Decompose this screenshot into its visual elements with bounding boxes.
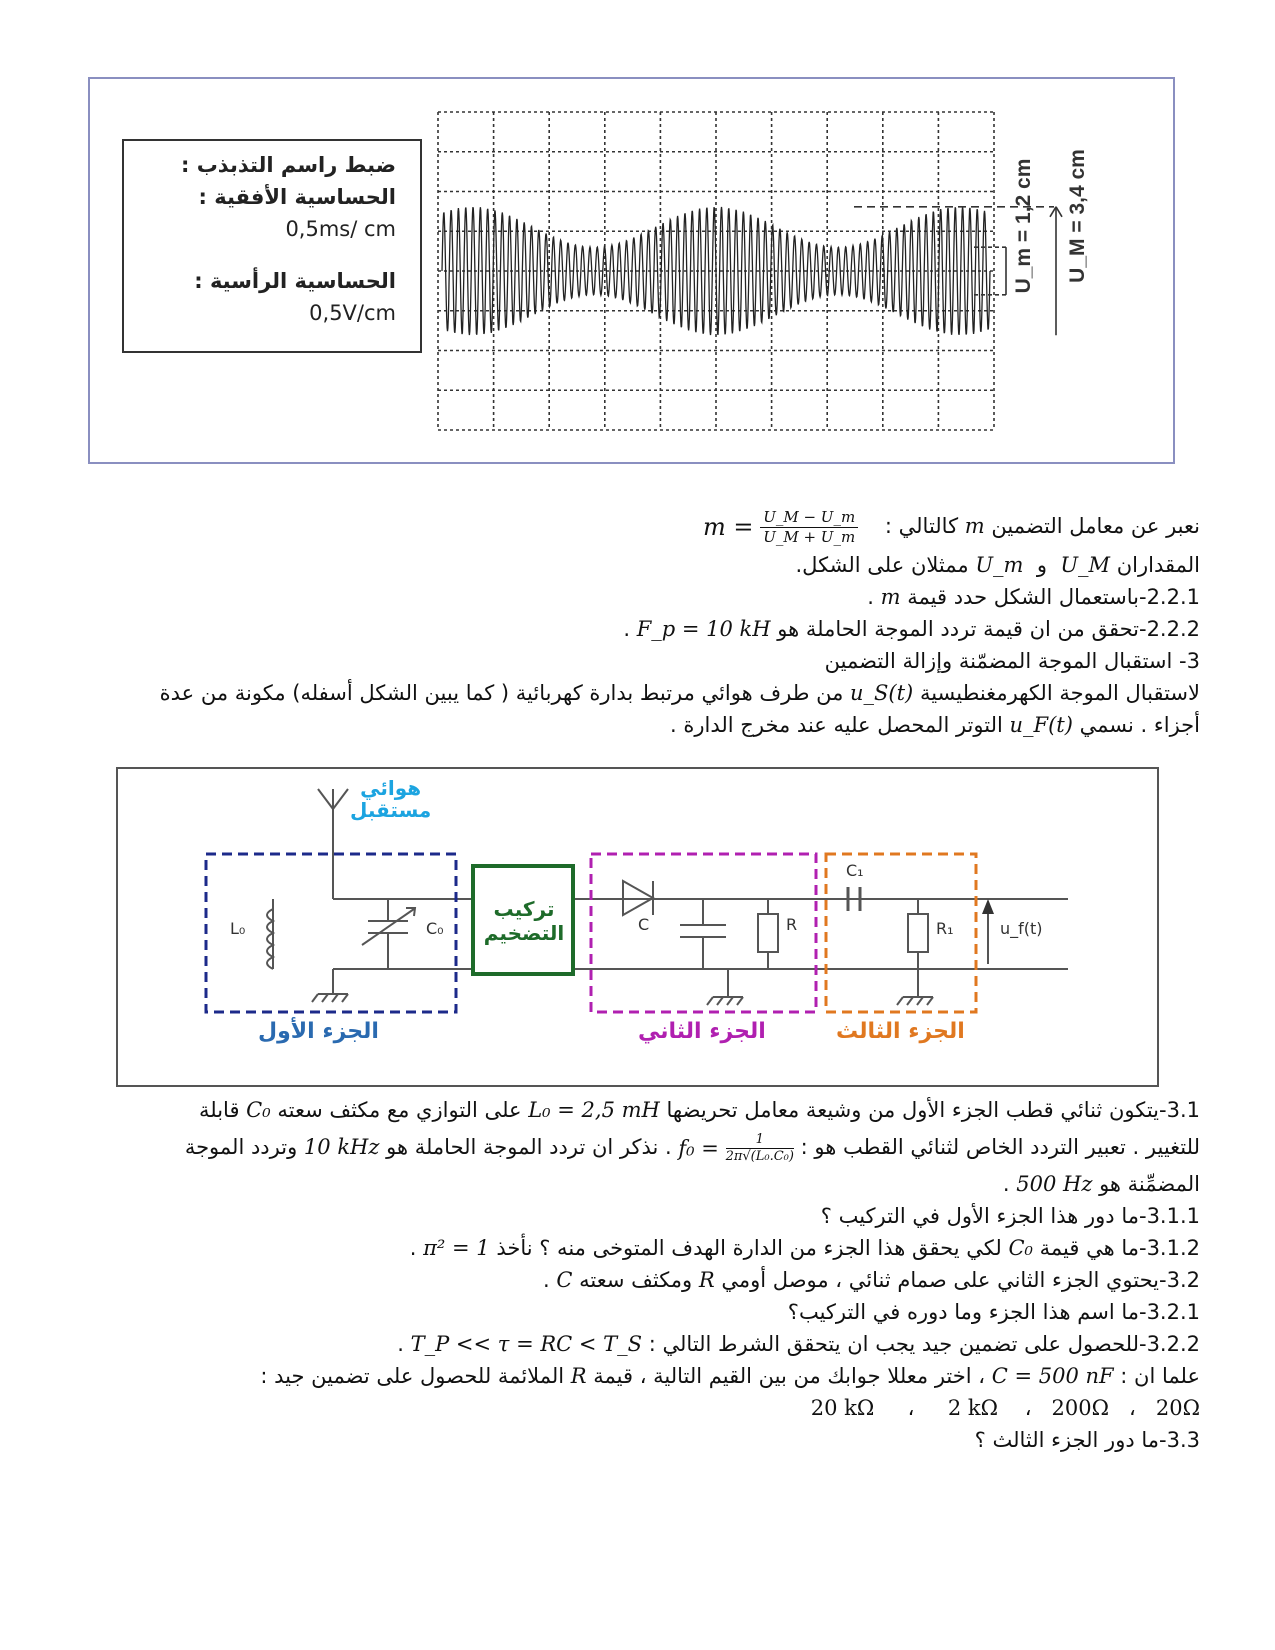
question-3-2: 3.2-يحتوي الجزء الثاني على صمام ثنائي ، موصل أومي R ومكثف سعته C . <box>543 1268 1200 1292</box>
text-span: ممثلان على الشكل. <box>795 553 969 577</box>
text-span: على التوازي مع مكثف سعته <box>277 1098 522 1122</box>
question-3-2-2: 3.2.2-للحصول على تضمين جيد يجب ان يتحقق الشرط التالي : T_P << τ = RC < T_S . <box>80 1328 1200 1360</box>
text-span: ، اختر معللا جوابك من بين القيم التالية ، قيمة <box>593 1364 986 1388</box>
choice-2kohm: 2 kΩ <box>947 1396 998 1420</box>
amplifier-label-1: تركيب <box>493 897 555 921</box>
UM-arrowhead <box>1056 207 1062 217</box>
text-span: 3.1-يتكون ثنائي قطب الجزء الأول من وشيعة معامل تحريضها <box>666 1098 1200 1122</box>
text-span: قابلة <box>198 1098 240 1122</box>
text-span: علما ان : <box>1120 1364 1200 1388</box>
text-span: التوتر المحصل عليه عند مخرج الدارة . <box>670 713 1003 737</box>
horizontal-sensitivity-value: 0,5ms/ cm <box>285 217 396 241</box>
text-span: لكي يحقق هذا الجزء من الدارة الهدف المتوخى منه ؟ نأخذ <box>496 1236 1002 1260</box>
text-span: المقداران <box>1116 553 1200 577</box>
label-R: R <box>786 915 798 934</box>
question-3-1-line-2 <box>80 1126 1200 1168</box>
question-3-1-line-3: المضمِّنة هو 500 Hz . <box>80 1168 1200 1200</box>
text-span: نعبر عن معامل التضمين <box>991 514 1200 538</box>
part3-label: الجزء الثالث <box>836 1019 965 1044</box>
text-span: لاستقبال الموجة الكهرمغنطيسية <box>919 681 1200 705</box>
question-3-1-1 <box>80 1200 1200 1232</box>
formula-line <box>80 503 1200 549</box>
Um-label: U_m = 1,2 cm <box>1012 158 1035 294</box>
formula-C: C = 500 nF <box>991 1364 1114 1388</box>
f0-lhs: f₀ = <box>678 1136 719 1161</box>
choice-20kohm: 20 kΩ <box>810 1396 875 1420</box>
part2-label: الجزء الثاني <box>638 1019 766 1044</box>
choice-200ohm: 200Ω <box>1051 1396 1110 1420</box>
var-C0: C₀ <box>1008 1236 1033 1260</box>
label-C0: C₀ <box>426 919 444 938</box>
text-span: 3.3-ما دور الجزء الثالث ؟ <box>974 1428 1200 1452</box>
formula-denominator: U_M + U_m <box>763 527 856 546</box>
var-R: R <box>698 1268 715 1292</box>
question-2-2-1: 2.2.1-باستعمال الشكل حدد قيمة m . <box>867 585 1200 609</box>
formula-pi: π² = 1 <box>423 1236 490 1260</box>
modulation-text-block <box>80 503 1200 741</box>
question-3-3 <box>80 1424 1200 1456</box>
formula-numerator: U_M − U_m <box>760 508 858 528</box>
text-span: الملائمة للحصول على تضمين جيد : <box>260 1364 565 1388</box>
text-span: 3.2.2-للحصول على تضمين جيد يجب ان يتحقق الشرط التالي : <box>648 1332 1200 1356</box>
part2-box <box>591 854 816 1012</box>
line-quantities <box>80 549 1200 581</box>
amplifier-label-2: التضخيم <box>483 921 565 945</box>
text-span: 3.1.2-ما هي قيمة <box>1039 1236 1200 1260</box>
text-span: من طرف هوائي مرتبط بدارة كهربائية ( كما يبين الشكل أسفله) مكونة من عدة <box>159 681 844 705</box>
formula-lhs: m = <box>703 513 754 541</box>
var-Um: U_m <box>975 553 1024 577</box>
label-uf: u_f(t) <box>1000 919 1043 938</box>
UM-arrowhead <box>1050 207 1056 217</box>
question-2-2-2: 2.2.2-تحقق من ان قيمة تردد الموجة الحاملة هو F_p = 10 kH . <box>80 613 1200 645</box>
text-span: 3.2.1-ما اسم هذا الجزء وما دوره في التركيب؟ <box>787 1300 1200 1324</box>
var-uS: u_S(t) <box>850 681 914 705</box>
text-span: كالتالي : <box>884 514 959 538</box>
var-uF: u_F(t) <box>1009 713 1073 737</box>
label-L0: L₀ <box>230 919 246 938</box>
f0-denominator: 2π√(L₀.C₀) <box>725 1149 794 1164</box>
carrier-frequency: 10 kHz <box>303 1135 380 1159</box>
var-C: C <box>556 1268 573 1292</box>
text-span: . نذكر ان تردد الموجة الحاملة هو <box>386 1135 672 1159</box>
antenna-label-2: مستقبل <box>350 798 432 822</box>
section-3-line-1 <box>80 677 1200 709</box>
var-m: m <box>964 514 985 538</box>
vertical-sensitivity-label: الحساسية الرأسية : <box>194 269 396 293</box>
resistance-choices: 20Ω ، 200Ω ، 2 kΩ ، 20 kΩ <box>80 1392 1200 1424</box>
var-m: m <box>880 585 901 609</box>
question-3-1-2: 3.1.2-ما هي قيمة C₀ لكي يحقق هذا الجزء من الدارة الهدف المتوخى منه ؟ نأخذ π² = 1 . <box>80 1232 1200 1264</box>
UM-label: U_M = 3,4 cm <box>1066 149 1089 283</box>
receiver-circuit-figure <box>116 767 1159 1087</box>
text-span: للتغيير . تعبير التردد الخاص لثنائي القطب هو : <box>800 1135 1200 1159</box>
text-span: وتردد الموجة <box>184 1135 298 1159</box>
questions-text-block <box>80 1094 1200 1456</box>
f0-numerator: 1 <box>726 1132 794 1149</box>
text-span: 3- استقبال الموجة المضمّنة وإزالة التضمين <box>824 649 1200 673</box>
f0-formula <box>678 1126 794 1170</box>
text-span: 2.2.2-تحقق من ان قيمة تردد الموجة الحاملة هو <box>777 617 1200 641</box>
modulation-formula <box>703 503 858 550</box>
question-3-2-1 <box>80 1296 1200 1328</box>
part1-label: الجزء الأول <box>258 1019 379 1044</box>
text-span: و <box>1036 553 1047 577</box>
section-3-title <box>80 645 1200 677</box>
oscilloscope-figure <box>88 77 1175 464</box>
text-span: 3.2-يحتوي الجزء الثاني على صمام ثنائي ، موصل أومي <box>721 1268 1200 1292</box>
text-span: أجزاء . نسمي <box>1079 713 1200 737</box>
question-3-1-line-1 <box>80 1094 1200 1126</box>
section-3-line-2 <box>80 709 1200 741</box>
formula-Fp: F_p = 10 kH <box>636 617 771 641</box>
label-R1: R₁ <box>936 919 954 938</box>
text-span: ومكثف سعته <box>579 1268 693 1292</box>
text-span: المضمِّنة هو <box>1099 1172 1200 1196</box>
var-R: R <box>570 1364 587 1388</box>
horizontal-sensitivity-label: الحساسية الأفقية : <box>198 185 396 209</box>
settings-title: ضبط راسم التذبذب : <box>181 153 396 177</box>
choice-20ohm: 20Ω <box>1155 1396 1200 1420</box>
question-3-2-2-line-2 <box>80 1360 1200 1392</box>
formula-condition: T_P << τ = RC < T_S <box>410 1332 643 1356</box>
label-C1: C₁ <box>846 861 864 880</box>
modulating-frequency: 500 Hz <box>1016 1172 1093 1196</box>
amplifier-label <box>474 897 574 945</box>
text-span: 3.1.1-ما دور هذا الجزء الأول في التركيب ؟ <box>820 1204 1200 1228</box>
antenna-label-1: هوائي <box>360 776 422 800</box>
text-span: 2.2.1-باستعمال الشكل حدد قيمة <box>907 585 1200 609</box>
label-C: C <box>638 915 650 934</box>
var-C0: C₀ <box>246 1098 271 1122</box>
antenna-label <box>350 777 431 821</box>
formula-L0: L₀ = 2,5 mH <box>528 1098 660 1122</box>
oscilloscope-screen <box>90 79 1173 462</box>
var-UM: U_M <box>1060 553 1111 577</box>
vertical-sensitivity-value: 0,5V/cm <box>309 301 396 325</box>
